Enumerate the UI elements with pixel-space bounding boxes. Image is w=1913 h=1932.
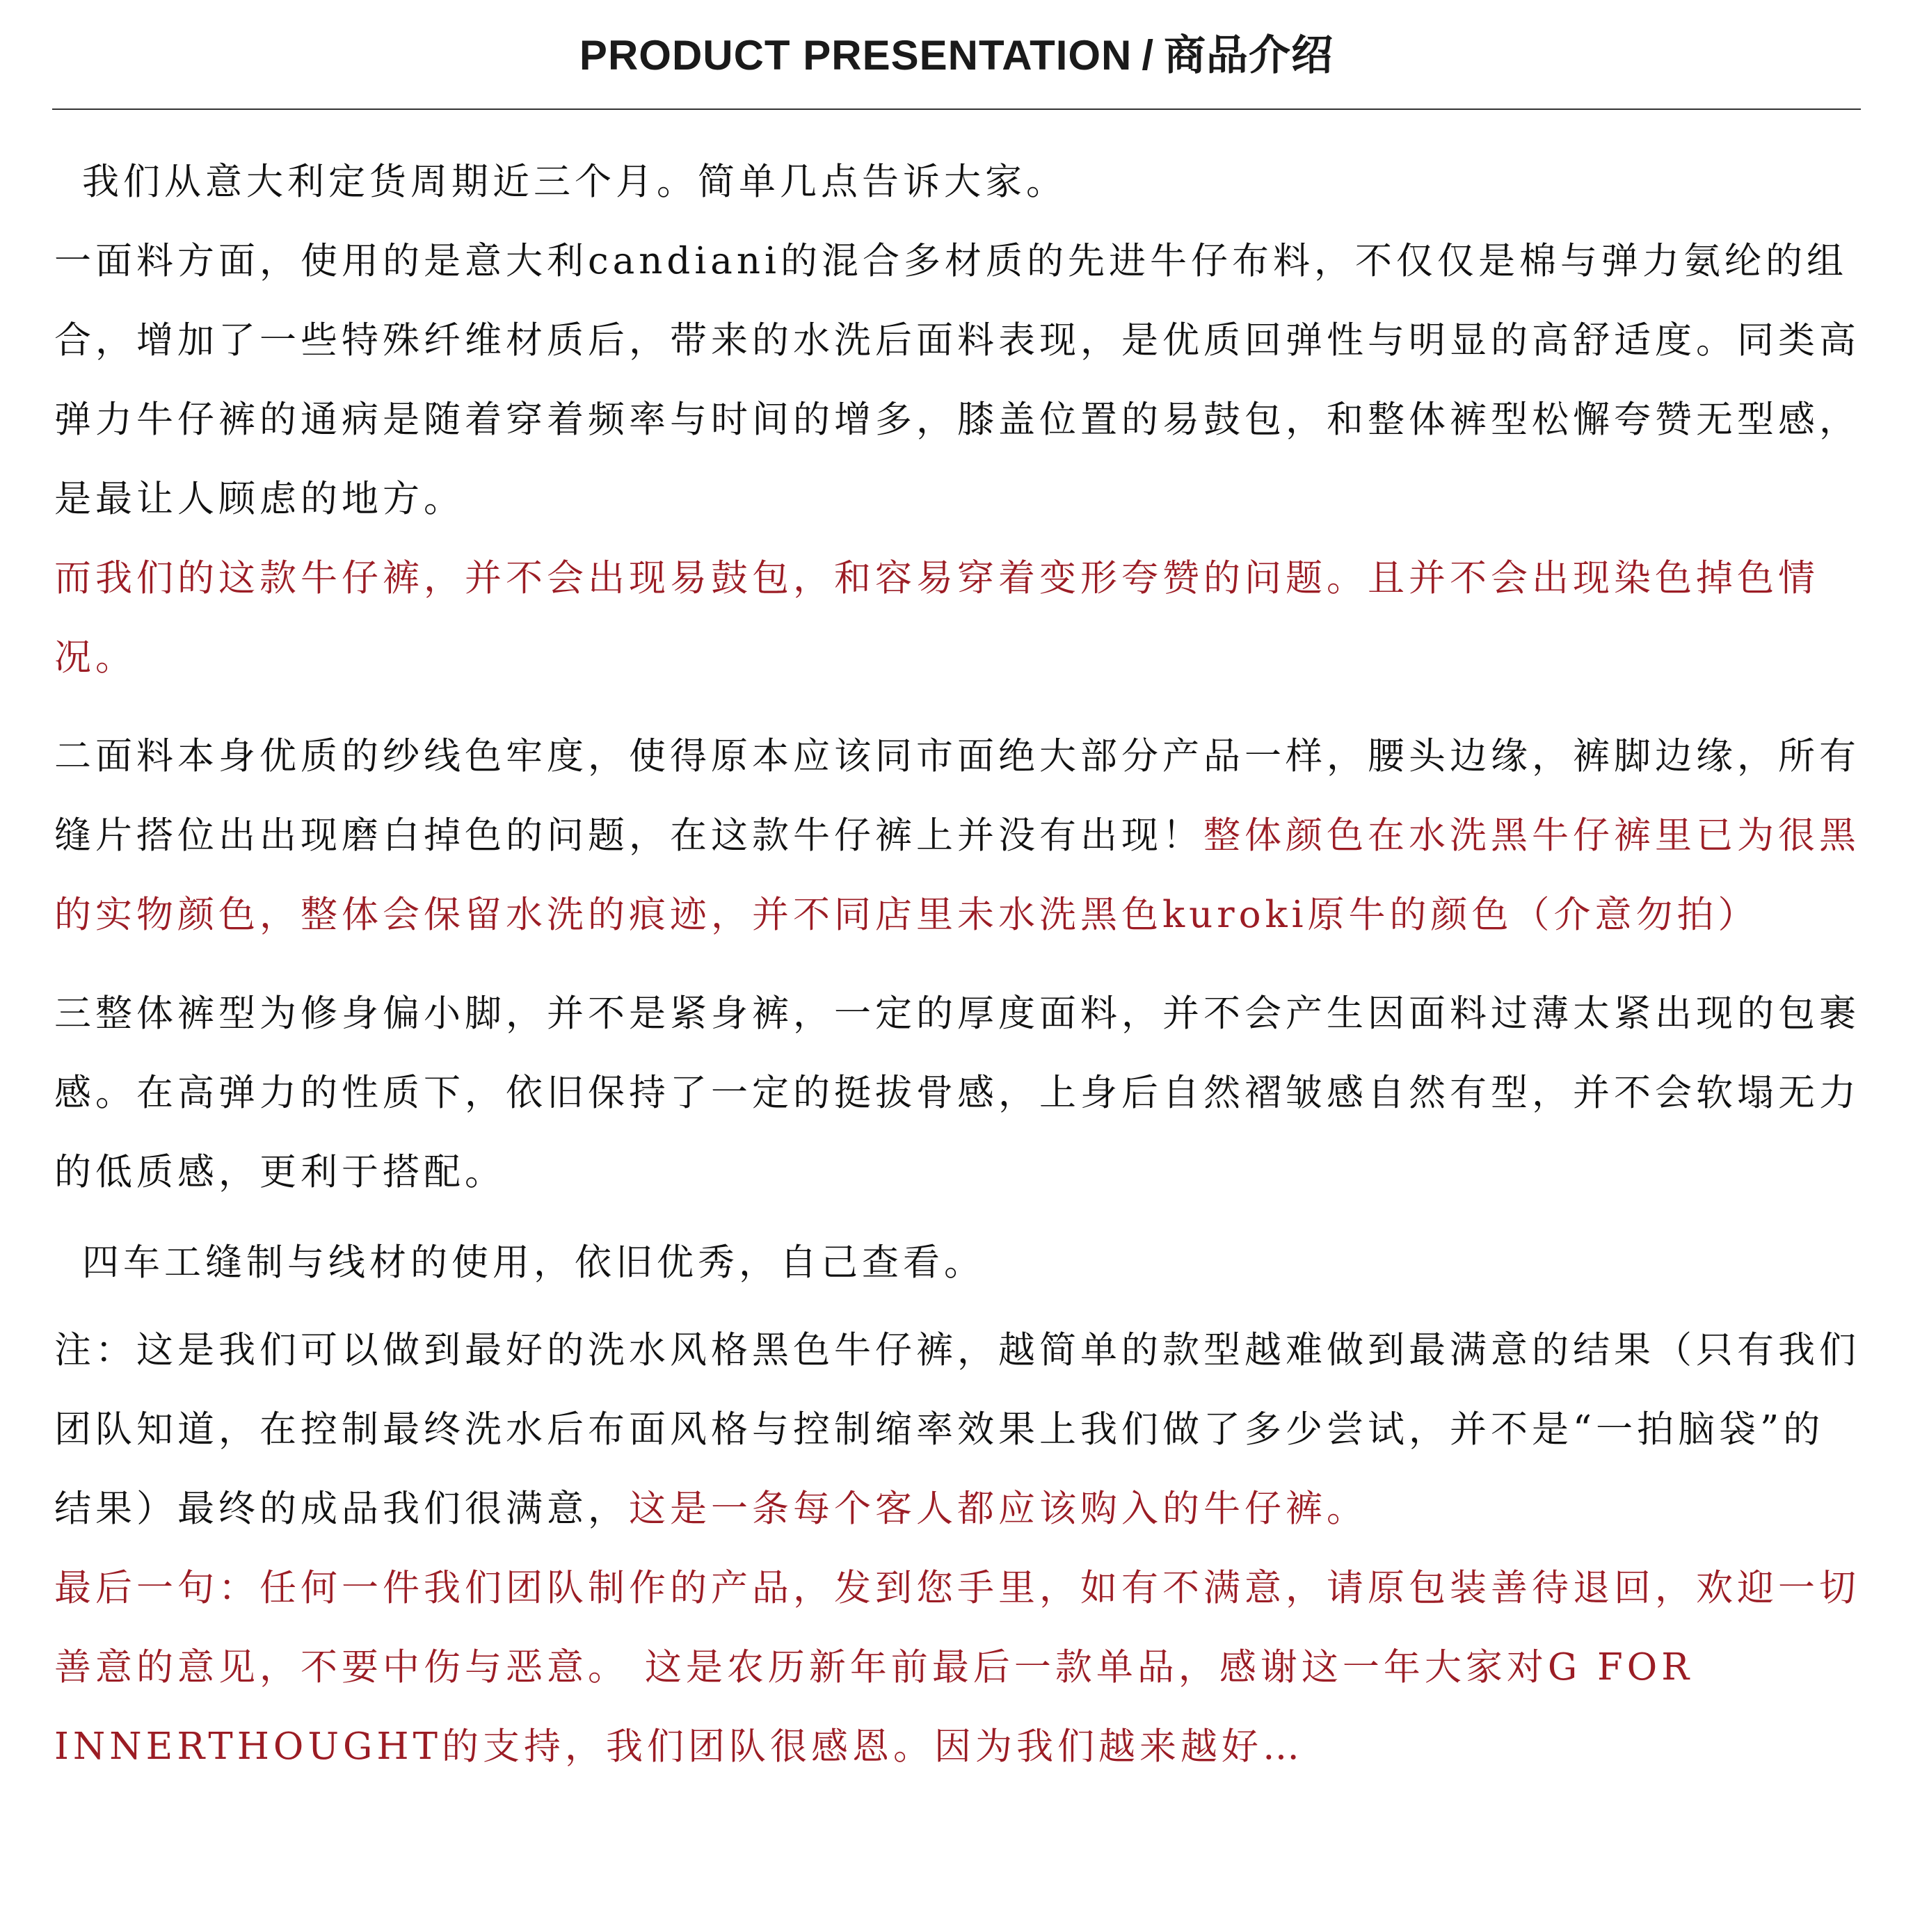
paragraph-colorfastness-highlight: 整体颜色在水洗黑牛仔裤里已为很黑的实物颜色，整体会保留水洗的痕迹，并不同店里未水洗黑色kuroki原牛的颜色（介意勿拍） — [54, 814, 1860, 936]
header-divider — [52, 108, 1861, 110]
paragraph-note-highlight: 这是一条每个客人都应该购入的牛仔裤。 — [629, 1488, 1368, 1530]
paragraph-closing-highlight: 最后一句：任何一件我们团队制作的产品，发到您手里，如有不满意，请原包装善待退回，欢迎一切善意的意见，不要中伤与恶意。 这是农历新年前最后一款单品，感谢这一年大家对G FOR INNERTHOUGHT的支持，我们团队很感恩。因为我们越来越好… — [54, 1567, 1860, 1768]
paragraph-fabric — [54, 222, 1863, 698]
page-header — [0, 28, 1913, 83]
paragraph-colorfastness-text: 二面料本身优质的纱线色牢度，使得原本应该同市面绝大部分产品一样，腰头边缘，裤脚边缘，所有缝片搭位出出现磨白掉色的问题，在这款牛仔裤上并没有出现！ — [54, 735, 1860, 857]
header-title-en: PRODUCT PRESENTATION — [579, 32, 1132, 79]
paragraph-fabric-text: 一面料方面，使用的是意大利candiani的混合多材质的先进牛仔布料，不仅仅是棉与弹力氨纶的组合，增加了一些特殊纤维材质后，带来的水洗后面料表现，是优质回弹性与明显的高舒适度。同类高弹力牛仔裤的通病是随着穿着频率与时间的增多，膝盖位置的易鼓包，和整体裤型松懈夸赞无型感，是最让人顾虑的地方。 — [54, 240, 1860, 520]
paragraph-fabric-highlight: 而我们的这款牛仔裤，并不会出现易鼓包，和容易穿着变形夸赞的问题。且并不会出现染色掉色情况。 — [54, 557, 1819, 679]
paragraph-stitching: 四车工缝制与线材的使用，依旧优秀，自己查看。 — [82, 1241, 985, 1284]
paragraph-note-text: 注：这是我们可以做到最好的洗水风格黑色牛仔裤，越简单的款型越难做到最满意的结果（只有我们团队知道，在控制最终洗水后布面风格与控制缩率效果上我们做了多少尝试，并不是“一拍脑袋”的结果）最终的成品我们很满意， — [54, 1329, 1860, 1530]
article-body — [54, 143, 1863, 1787]
paragraph-colorfastness — [54, 717, 1863, 955]
intro-paragraph: 我们从意大利定货周期近三个月。简单几点告诉大家。 — [82, 161, 1067, 203]
header-separator: / — [1142, 32, 1155, 79]
paragraph-note — [54, 1311, 1863, 1787]
header-title-cn: 商品介绍 — [1164, 32, 1334, 79]
paragraph-fit: 三整体裤型为修身偏小脚，并不是紧身裤，一定的厚度面料，并不会产生因面料过薄太紧出现的包裹感。在高弹力的性质下，依旧保持了一定的挺拔骨感，上身后自然褶皱感自然有型，并不会软塌无力的低质感，更利于搭配。 — [54, 992, 1860, 1193]
